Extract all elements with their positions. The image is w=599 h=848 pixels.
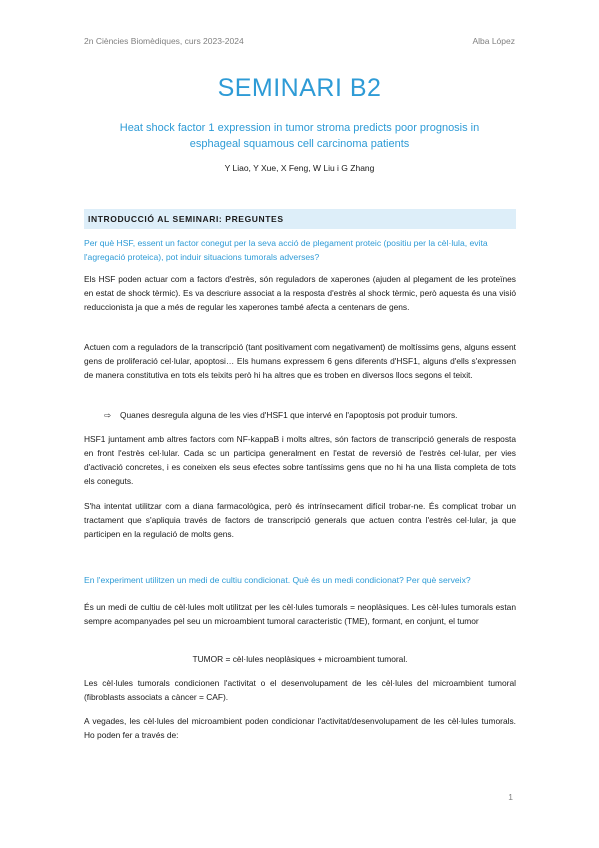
paragraph-3: HSF1 juntament amb altres factors com NF-kappaB i molts altres, són factors de transcripció generals de resposta en front l'estrès cel·lular. Cada sc un participa generalment en l'estat de reversió de l'estrès cel·lular, per vies d'activació concretes, i es coneixen els seus efectes sobre tantíssims gens que no hi ha una llista completa de tots els coneguts. (84, 434, 516, 486)
question-2: En l'experiment utilitzen un medi de cultiu condicionat. Què és un medi condicionat? Per què serveix? (84, 575, 471, 585)
question-1: Per què HSF, essent un factor conegut per la seva acció de plegament proteic (positiu per la cèl·lula, evita l'agregació proteica), pot induir situacions tumorals adverses? (84, 238, 488, 262)
page-number: 1 (508, 792, 513, 802)
document-title: SEMINARI B2 (217, 74, 382, 102)
running-header-course: 2n Ciències Biomèdiques, curs 2023-2024 (84, 36, 244, 46)
paragraph-4: S'ha intentat utilitzar com a diana farmacològica, però és intrínsecament difícil trobar-ne. És complicat trobar un tractament que s'apliquia través de factors de transcripció generals que actuen contra l'estrès cel·lular, ja que participen en la regulació de molts gens. (84, 501, 516, 539)
paragraph-7: A vegades, les cèl·lules del microambient poden condicionar l'activitat/desenvolupament de les cèl·lules tumorals. Ho poden fer a través de: (84, 716, 516, 740)
arrow-bullet-icon: ⇨ (104, 410, 112, 420)
tumor-formula: TUMOR = cèl·lules neoplàsiques + microambient tumoral. (192, 654, 408, 664)
paragraph-1: Els HSF poden actuar com a factors d'estrès, són reguladors de xaperones (ajuden al plegament de les proteïnes en estat de shock tèrmic). Es va descriure associat a la resposta d'estrès al shock tèrmic, però aquesta és una visió reduccionista ja que a més de regular les xaperones també afecta a centenars de gens. (84, 274, 516, 312)
running-header-author: Alba López (472, 36, 515, 46)
section-heading: INTRODUCCIÓ AL SEMINARI: PREGUNTES (88, 214, 284, 224)
paper-authors: Y Liao, Y Xue, X Feng, W Liu i G Zhang (224, 163, 375, 173)
paragraph-5: És un medi de cultiu de cèl·lules molt utilitzat per les cèl·lules tumorals = neoplàsiques. Les cèl·lules tumorals estan sempre acompanyades pel seu un microambient tumoral caracteristic (TME), formant, en conjunt, el tumor (84, 602, 516, 626)
section-heading-bar (84, 209, 516, 229)
bullet-item (104, 408, 516, 422)
paper-title: Heat shock factor 1 expression in tumor stroma predicts poor prognosis in esphageal squamous cell carcinoma patients (119, 122, 480, 150)
paragraph-2: Actuen com a reguladors de la transcripció (tant positivament com negativament) de moltíssims gens, alguns essent gens de proliferació cel·lular, apoptosi… Els humans expressem 6 gens diferents d'HSF1, alguns d'ells s'expressen de manera constitutiva en tots els teixits però hi ha altres que es troben en diversos llocs segons el teixit. (84, 342, 516, 380)
paragraph-6: Les cèl·lules tumorals condicionen l'activitat o el desenvolupament de les cèl·lules del microambient tumoral (fibroblasts associats a càncer = CAF). (84, 678, 516, 702)
bullet-text: Quanes desregula alguna de les vies d'HSF1 que intervé en l'apoptosis pot produir tumors. (120, 410, 458, 420)
